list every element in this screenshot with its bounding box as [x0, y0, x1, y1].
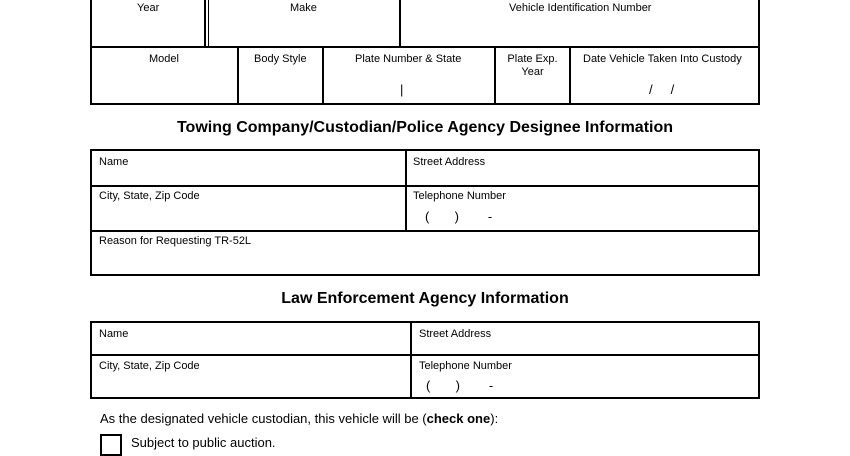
towing-name-label: Name [99, 156, 129, 168]
towing-info-box [90, 149, 760, 276]
towing-telephone-format: ( ) - [425, 209, 493, 224]
public-auction-label: Subject to public auction. [131, 435, 276, 450]
statement-open: ( [422, 411, 427, 426]
vehicle-row-2 [90, 46, 760, 105]
divider [322, 48, 324, 103]
divider [92, 185, 758, 187]
law-info-box [90, 321, 760, 399]
law-telephone-label: Telephone Number [419, 360, 512, 372]
custodian-statement [100, 411, 498, 426]
divider [208, 0, 209, 46]
plate-separator: | [400, 82, 404, 97]
model-label: Model [149, 53, 179, 65]
statement-bold: check one [426, 411, 491, 426]
towing-reason-label: Reason for Requesting TR-52L [99, 235, 252, 247]
statement-prefix: As the designated vehicle custodian, this vehicle will be [100, 411, 423, 426]
vehicle-row-1 [90, 0, 760, 48]
divider [399, 0, 401, 46]
plate-exp-label-line2: Year [521, 66, 544, 78]
towing-telephone-label: Telephone Number [413, 190, 506, 202]
divider [569, 48, 571, 103]
body-style-label: Body Style [254, 53, 307, 65]
date-separators: / / [649, 82, 675, 97]
statement-suffix: ): [490, 411, 499, 426]
divider [237, 48, 239, 103]
date-taken-label: Date Vehicle Taken Into Custody [583, 53, 742, 65]
law-heading: Law Enforcement Agency Information [281, 290, 569, 307]
law-telephone-format: ( ) - [426, 378, 494, 393]
public-auction-checkbox[interactable] [100, 434, 122, 456]
towing-street-label: Street Address [413, 156, 486, 168]
make-label: Make [290, 2, 317, 14]
divider [410, 323, 412, 397]
year-label: Year [137, 2, 160, 14]
plate-exp-year-label [496, 53, 569, 79]
plate-number-state-label: Plate Number & State [355, 53, 462, 65]
divider [405, 151, 407, 232]
divider [204, 0, 206, 46]
divider [92, 230, 758, 232]
vin-label: Vehicle Identification Number [509, 2, 652, 14]
divider [92, 354, 758, 356]
law-street-label: Street Address [419, 328, 492, 340]
law-city-label: City, State, Zip Code [99, 360, 200, 372]
towing-heading: Towing Company/Custodian/Police Agency Designee Information [176, 119, 674, 136]
towing-city-label: City, State, Zip Code [99, 190, 200, 202]
law-name-label: Name [99, 328, 129, 340]
plate-exp-label-line1: Plate Exp. [507, 53, 558, 65]
